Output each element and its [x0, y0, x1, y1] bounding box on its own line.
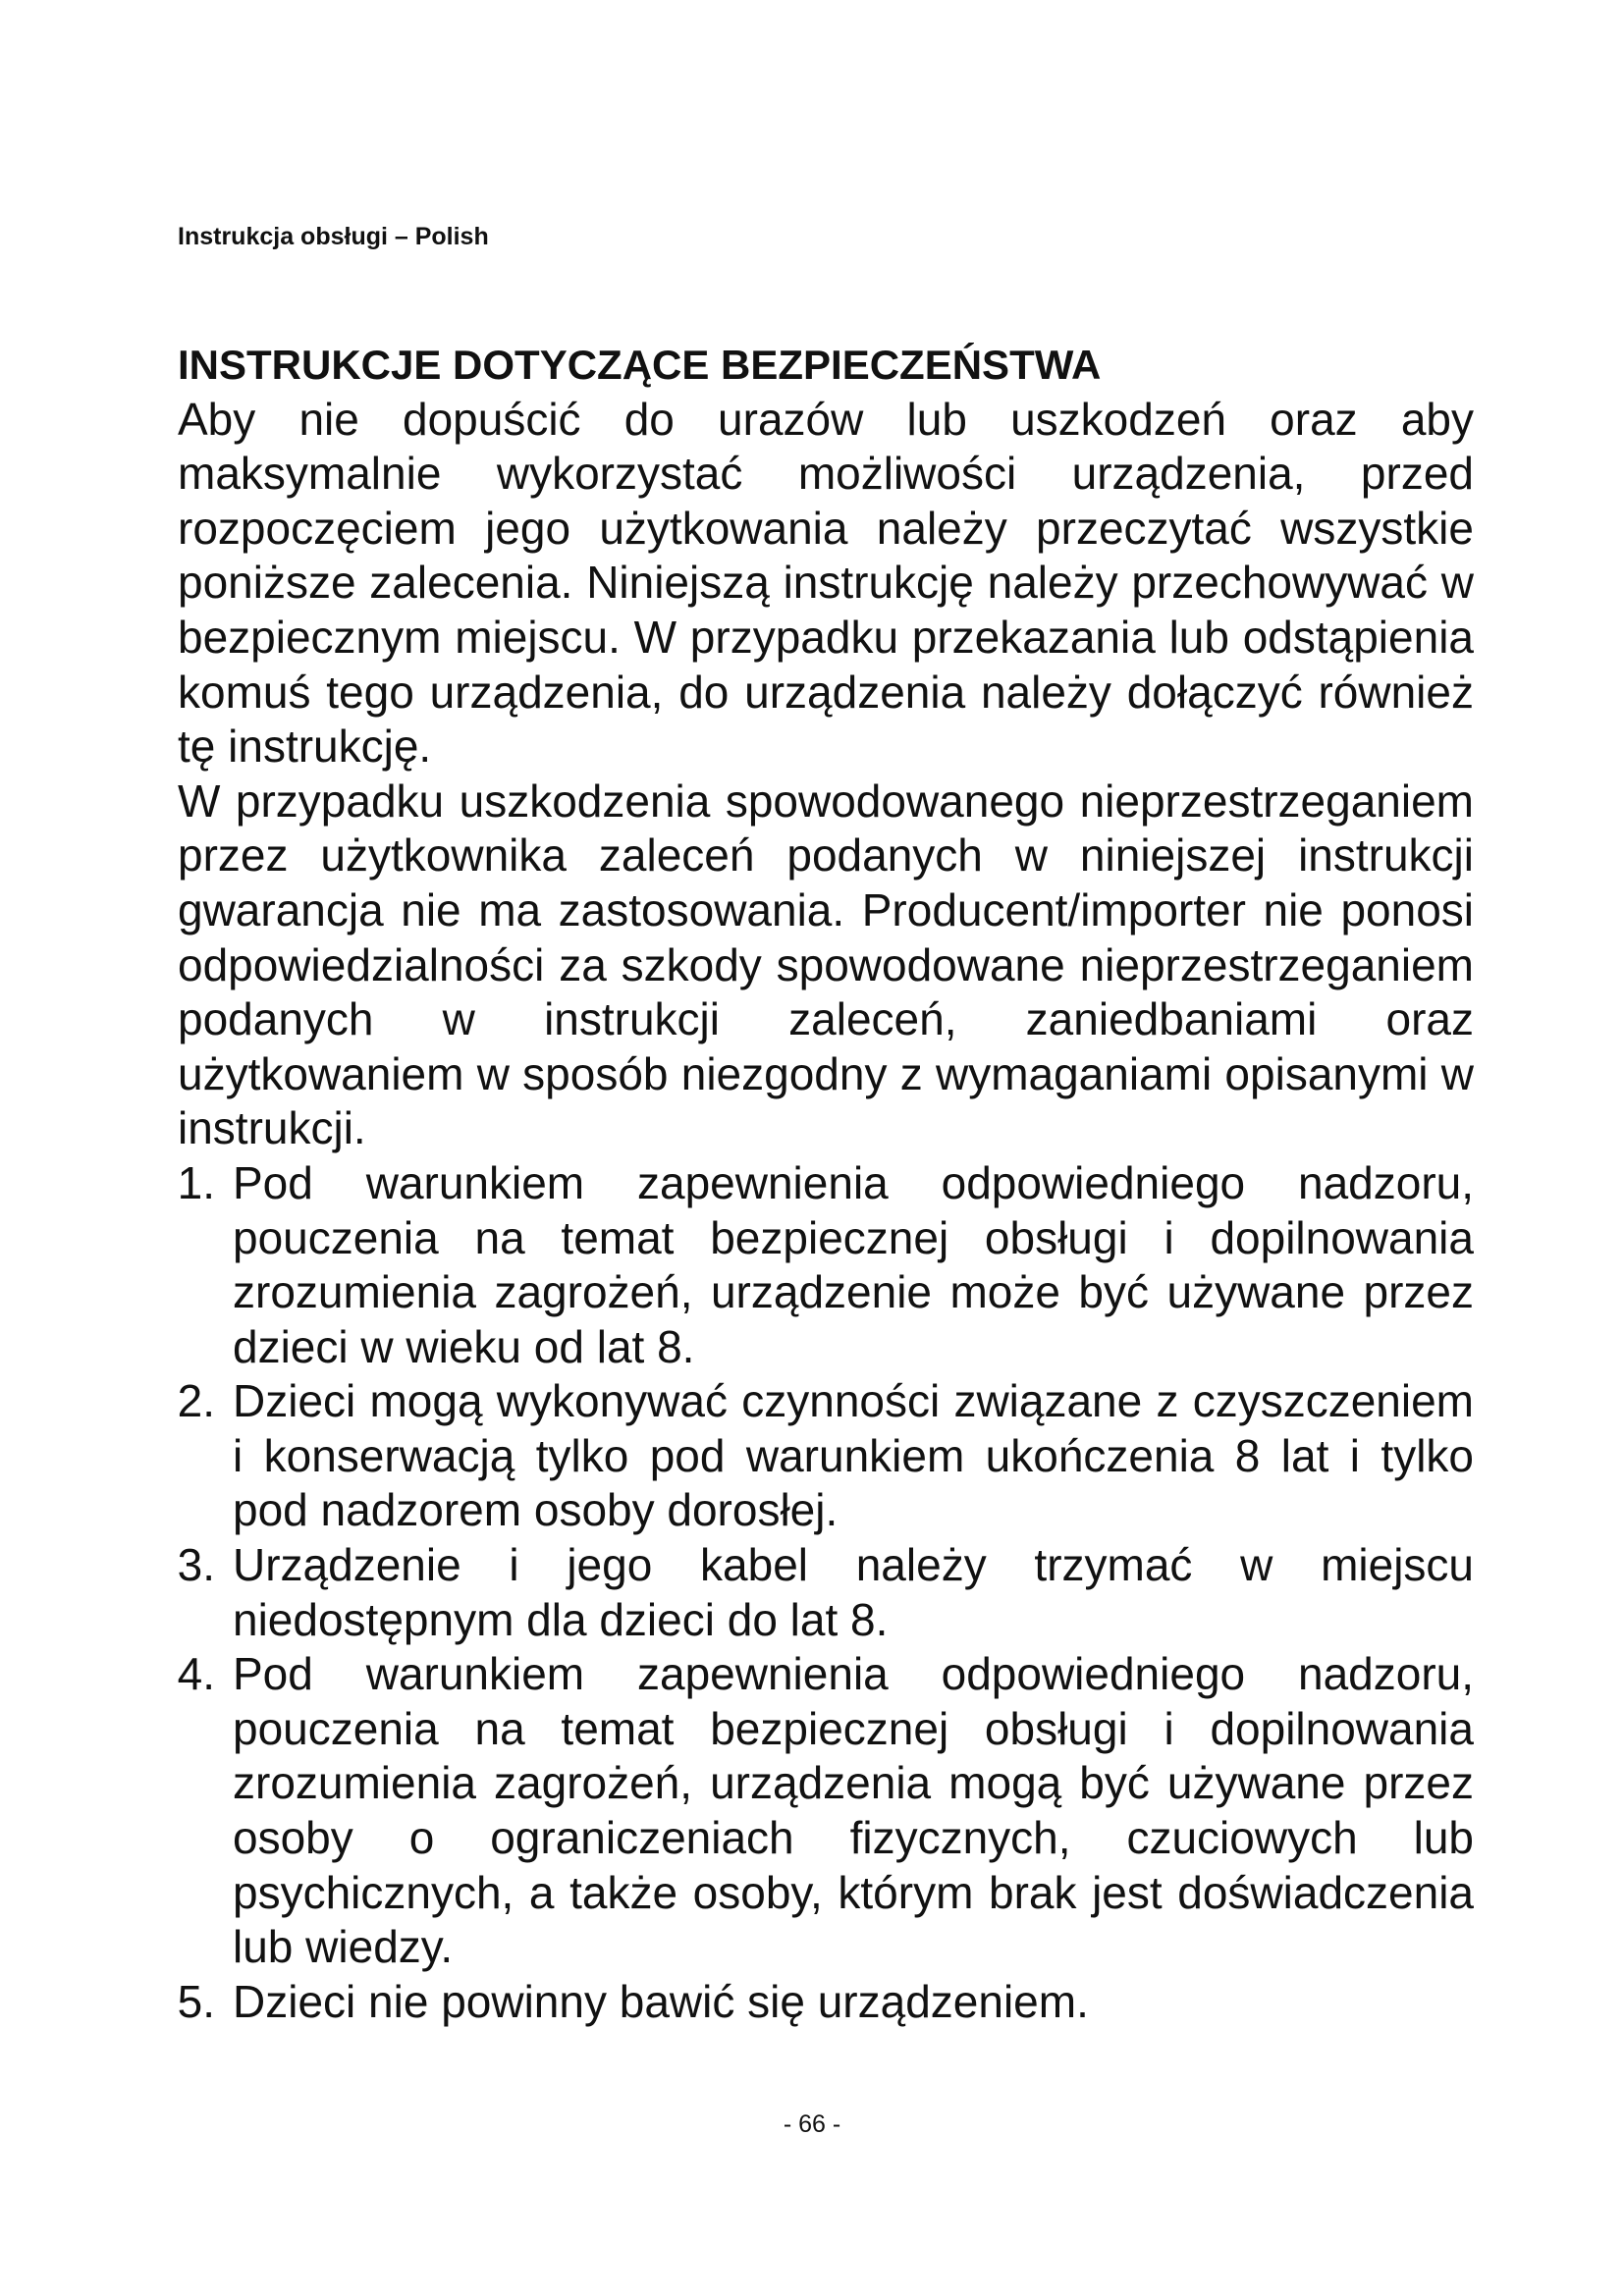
main-content [178, 338, 1474, 2029]
list-item-number: 1. [177, 1156, 215, 1208]
list-item-number: 5. [177, 1975, 215, 2027]
list-item-number: 4. [177, 1648, 215, 1700]
list-item-number: 3. [177, 1539, 215, 1591]
list-item [178, 1374, 1474, 1538]
list-item [178, 1156, 1474, 1374]
list-item-text: Dzieci mogą wykonywać czynności związane z czyszczeniem i konserwacją tylko pod warunkiem ukończenia 8 lat i tylko pod nadzorem osoby dorosłej. [233, 1375, 1474, 1536]
section-title: INSTRUKCJE DOTYCZĄCE BEZPIECZEŃSTWA [178, 342, 1102, 388]
list-item-text: Pod warunkiem zapewnienia odpowiedniego nadzoru, pouczenia na temat bezpiecznej obsługi i dopilnowania zrozumienia zagrożeń, urządzenie może być używane przez dzieci w wieku od lat 8. [233, 1156, 1474, 1372]
list-item-number: 2. [177, 1375, 215, 1427]
list-item [178, 1975, 1474, 2030]
list-item [178, 1647, 1474, 1975]
list-item [178, 1538, 1474, 1647]
list-item-text: Pod warunkiem zapewnienia odpowiedniego nadzoru, pouczenia na temat bezpiecznej obsługi i dopilnowania zrozumienia zagrożeń, urządzenia mogą być używane przez osoby o ograniczeniach fizycznych, czuciowych lub psychicznych, a także osoby, którym brak jest doświadczenia lub wiedzy. [233, 1648, 1474, 1973]
list-item-text: Urządzenie i jego kabel należy trzymać w miejscu niedostępnym dla dzieci do lat 8. [233, 1539, 1474, 1645]
page-header: Instrukcja obsługi – Polish [178, 223, 489, 250]
page-number: - 66 - [783, 2110, 841, 2138]
safety-list [178, 1156, 1474, 2030]
intro-paragraph: Aby nie dopuścić do urazów lub uszkodzeń oraz aby maksymalnie wykorzystać możliwości urządzenia, przed rozpoczęciem jego użytkowania należy przeczytać wszystkie poniższe zalecenia. Niniejszą instrukcję należy przechowywać w bezpiecznym miejscu. W przypadku przekazania lub odstąpienia komuś tego urządzenia, do urządzenia należy dołączyć również tę instrukcję. [178, 393, 1474, 773]
list-item-text: Dzieci nie powinny bawić się urządzeniem. [233, 1975, 1089, 2027]
warranty-paragraph: W przypadku uszkodzenia spowodowanego nieprzestrzeganiem przez użytkownika zaleceń podanych w niniejszej instrukcji gwarancja nie ma zastosowania. Producent/importer nie ponosi odpowiedzialności za szkody spowodowane nieprzestrzeganiem podanych w instrukcji zaleceń, zaniedbaniami oraz użytkowaniem w sposób niezgodny z wymaganiami opisanymi w instrukcji. [178, 774, 1474, 1154]
